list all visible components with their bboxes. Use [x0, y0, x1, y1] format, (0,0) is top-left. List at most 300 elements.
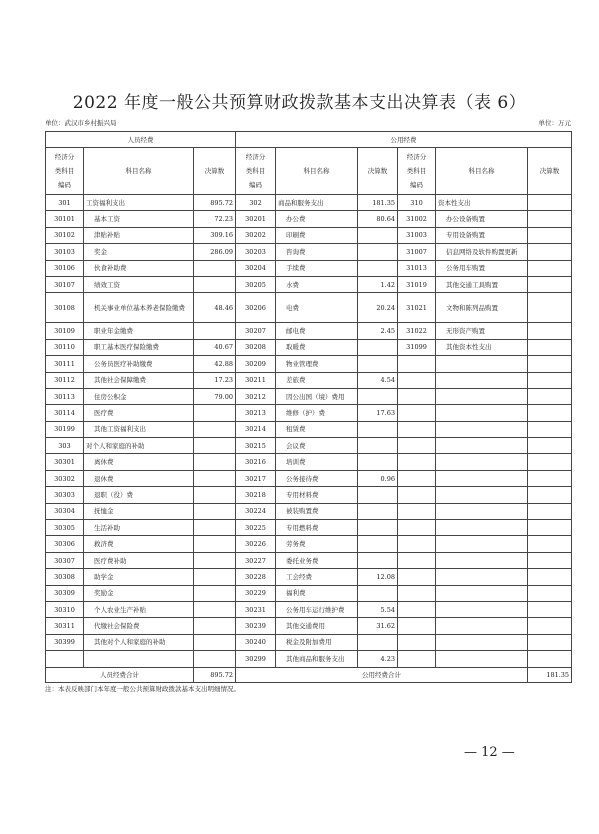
- cell-goods-name: 被装购置费: [276, 503, 358, 519]
- cell-personnel-name: 基本工资: [84, 211, 194, 227]
- cell-goods-code: 30203: [236, 244, 276, 260]
- footnote: 注：本表反映部门本年度一般公共预算财政拨款基本支出明细情况。: [45, 685, 240, 693]
- cell-capital-amount: [528, 618, 572, 634]
- cell-goods-code: 30202: [236, 227, 276, 243]
- header-code-goods: [236, 148, 276, 195]
- cell-personnel-code: 30302: [46, 470, 84, 486]
- table-row: [46, 195, 572, 211]
- cell-personnel-amount: [194, 618, 236, 634]
- cell-personnel-name: 住房公积金: [84, 388, 194, 404]
- public-total-label: 公用经费合计: [236, 667, 528, 682]
- table-row: [46, 438, 572, 454]
- cell-capital-code: [398, 634, 436, 650]
- cell-personnel-code: 301: [46, 195, 84, 211]
- cell-goods-amount: [358, 536, 398, 552]
- cell-goods-code: 30214: [236, 421, 276, 437]
- cell-capital-name: 无形资产购置: [436, 323, 528, 339]
- cell-personnel-code: 30199: [46, 421, 84, 437]
- cell-capital-name: 资本性支出: [436, 195, 528, 211]
- table-row: [46, 211, 572, 227]
- totals-row: [46, 667, 572, 682]
- cell-goods-amount: [358, 438, 398, 454]
- cell-capital-name: [436, 421, 528, 437]
- cell-goods-amount: [358, 552, 398, 568]
- cell-personnel-code: 30399: [46, 634, 84, 650]
- cell-personnel-name: 绩效工资: [84, 276, 194, 292]
- cell-personnel-code: 30310: [46, 601, 84, 617]
- cell-capital-name: [436, 651, 528, 667]
- cell-goods-code: 30212: [236, 388, 276, 404]
- cell-goods-amount: [358, 454, 398, 470]
- cell-goods-name: 委托业务费: [276, 552, 358, 568]
- cell-capital-code: [398, 503, 436, 519]
- cell-goods-name: 商品和服务支出: [276, 195, 358, 211]
- cell-goods-code: 30208: [236, 339, 276, 355]
- table-row: [46, 585, 572, 601]
- cell-goods-name: 劳务费: [276, 536, 358, 552]
- cell-capital-name: [436, 503, 528, 519]
- table-row: [46, 339, 572, 355]
- cell-capital-name: [436, 356, 528, 372]
- cell-capital-name: [436, 520, 528, 536]
- cell-personnel-amount: [194, 405, 236, 421]
- cell-goods-amount: [358, 260, 398, 276]
- table-row: [46, 276, 572, 292]
- table-row: [46, 470, 572, 486]
- cell-personnel-amount: 309.16: [194, 227, 236, 243]
- header-code-line: 经济分: [54, 153, 75, 161]
- cell-capital-name: 信息网络及软件购置更新: [436, 244, 528, 260]
- cell-goods-name: 咨询费: [276, 244, 358, 260]
- cell-capital-amount: [528, 323, 572, 339]
- cell-capital-name: [436, 438, 528, 454]
- cell-capital-code: [398, 388, 436, 404]
- cell-capital-name: [436, 618, 528, 634]
- cell-personnel-name: 助学金: [84, 569, 194, 585]
- table-row: [46, 227, 572, 243]
- cell-personnel-code: [46, 651, 84, 667]
- cell-goods-amount: [358, 634, 398, 650]
- personnel-total-label: 人员经费合计: [46, 667, 194, 682]
- cell-goods-code: 30204: [236, 260, 276, 276]
- column-header-row: [46, 148, 572, 195]
- cell-goods-name: 税金及附加费用: [276, 634, 358, 650]
- cell-personnel-code: 30311: [46, 618, 84, 634]
- cell-capital-code: 31002: [398, 211, 436, 227]
- cell-personnel-name: 伙食补助费: [84, 260, 194, 276]
- cell-goods-name: 福利费: [276, 585, 358, 601]
- cell-goods-amount: [358, 244, 398, 260]
- cell-capital-amount: [528, 339, 572, 355]
- cell-capital-name: [436, 454, 528, 470]
- cell-goods-name: 办公费: [276, 211, 358, 227]
- cell-personnel-name: 离休费: [84, 454, 194, 470]
- cell-capital-amount: [528, 405, 572, 421]
- cell-personnel-code: 303: [46, 438, 84, 454]
- cell-capital-code: 31022: [398, 323, 436, 339]
- header-code-line: 经济分: [245, 153, 266, 161]
- cell-personnel-code: 30304: [46, 503, 84, 519]
- cell-capital-amount: [528, 585, 572, 601]
- cell-goods-code: 30218: [236, 487, 276, 503]
- header-code-line: 类科目: [245, 167, 266, 175]
- cell-goods-amount: [358, 227, 398, 243]
- cell-goods-name: 维修（护）费: [276, 405, 358, 421]
- group-header-row: [46, 132, 572, 148]
- cell-personnel-code: 30110: [46, 339, 84, 355]
- header-code-capital: [398, 148, 436, 195]
- cell-personnel-amount: [194, 503, 236, 519]
- cell-personnel-name: 奖金: [84, 244, 194, 260]
- cell-capital-code: [398, 601, 436, 617]
- cell-personnel-amount: [194, 634, 236, 650]
- cell-capital-amount: [528, 487, 572, 503]
- table-row: [46, 356, 572, 372]
- cell-capital-code: [398, 569, 436, 585]
- cell-capital-name: [436, 372, 528, 388]
- cell-capital-amount: [528, 520, 572, 536]
- cell-personnel-name: 机关事业单位基本养老保险缴费: [84, 293, 194, 323]
- table-row: [46, 520, 572, 536]
- cell-goods-amount: 0.96: [358, 470, 398, 486]
- cell-goods-name: 手续费: [276, 260, 358, 276]
- cell-capital-code: [398, 487, 436, 503]
- cell-personnel-amount: [194, 569, 236, 585]
- cell-personnel-name: 奖励金: [84, 585, 194, 601]
- cell-personnel-amount: [194, 276, 236, 292]
- cell-personnel-amount: 48.46: [194, 293, 236, 323]
- cell-capital-name: 公务用车购置: [436, 260, 528, 276]
- cell-goods-name: 物业管理费: [276, 356, 358, 372]
- cell-goods-code: 30205: [236, 276, 276, 292]
- cell-personnel-code: 30308: [46, 569, 84, 585]
- group-header-public: 公用经费: [236, 132, 572, 148]
- cell-personnel-code: 30303: [46, 487, 84, 503]
- cell-personnel-amount: [194, 323, 236, 339]
- cell-goods-amount: [358, 356, 398, 372]
- cell-capital-name: 文物和陈列品购置: [436, 293, 528, 323]
- cell-personnel-amount: [194, 651, 236, 667]
- table-row: [46, 552, 572, 568]
- cell-capital-name: [436, 487, 528, 503]
- cell-capital-amount: [528, 536, 572, 552]
- cell-capital-amount: [528, 372, 572, 388]
- cell-goods-code: 302: [236, 195, 276, 211]
- cell-goods-code: 30224: [236, 503, 276, 519]
- header-amount-personnel: 决算数: [194, 148, 236, 195]
- cell-goods-code: 30226: [236, 536, 276, 552]
- cell-goods-code: 30299: [236, 651, 276, 667]
- cell-personnel-amount: [194, 470, 236, 486]
- cell-capital-amount: [528, 470, 572, 486]
- cell-goods-amount: [358, 421, 398, 437]
- cell-goods-name: 租赁费: [276, 421, 358, 437]
- cell-goods-name: 电费: [276, 293, 358, 323]
- cell-personnel-code: 30306: [46, 536, 84, 552]
- cell-goods-code: 30201: [236, 211, 276, 227]
- cell-goods-amount: 17.63: [358, 405, 398, 421]
- cell-personnel-amount: [194, 438, 236, 454]
- cell-capital-code: [398, 552, 436, 568]
- cell-capital-amount: [528, 293, 572, 323]
- cell-personnel-amount: [194, 487, 236, 503]
- cell-capital-code: 31019: [398, 276, 436, 292]
- page-number: — 12 —: [464, 745, 515, 760]
- header-code-line: 类科目: [54, 167, 75, 175]
- cell-personnel-name: 工资福利支出: [84, 195, 194, 211]
- cell-personnel-code: 30106: [46, 260, 84, 276]
- cell-capital-amount: [528, 276, 572, 292]
- cell-personnel-amount: [194, 601, 236, 617]
- cell-goods-code: 30211: [236, 372, 276, 388]
- cell-goods-amount: 4.23: [358, 651, 398, 667]
- cell-capital-amount: [528, 421, 572, 437]
- cell-goods-name: 会议费: [276, 438, 358, 454]
- cell-personnel-name: 退职（役）费: [84, 487, 194, 503]
- table-row: [46, 618, 572, 634]
- cell-personnel-name: 救济费: [84, 536, 194, 552]
- cell-goods-code: 30227: [236, 552, 276, 568]
- header-code-line: 类科目: [406, 167, 427, 175]
- cell-goods-code: 30231: [236, 601, 276, 617]
- cell-personnel-name: 其他工资福利支出: [84, 421, 194, 437]
- cell-capital-amount: [528, 260, 572, 276]
- table-row: [46, 536, 572, 552]
- cell-goods-name: 公务接待费: [276, 470, 358, 486]
- cell-personnel-name: 其他社会保障缴费: [84, 372, 194, 388]
- cell-goods-amount: [358, 585, 398, 601]
- cell-personnel-amount: 79.00: [194, 388, 236, 404]
- cell-capital-code: [398, 585, 436, 601]
- cell-goods-name: 培训费: [276, 454, 358, 470]
- cell-goods-code: 30239: [236, 618, 276, 634]
- cell-personnel-code: 30113: [46, 388, 84, 404]
- cell-goods-name: 水费: [276, 276, 358, 292]
- cell-goods-name: 其他交通费用: [276, 618, 358, 634]
- cell-goods-amount: [358, 503, 398, 519]
- cell-goods-name: 取暖费: [276, 339, 358, 355]
- cell-capital-code: [398, 438, 436, 454]
- cell-capital-code: 31007: [398, 244, 436, 260]
- cell-capital-code: [398, 651, 436, 667]
- table-row: [46, 601, 572, 617]
- cell-goods-code: 30225: [236, 520, 276, 536]
- table-row: [46, 405, 572, 421]
- cell-personnel-name: [84, 651, 194, 667]
- cell-personnel-code: 30103: [46, 244, 84, 260]
- cell-personnel-code: 30307: [46, 552, 84, 568]
- cell-personnel-code: 30309: [46, 585, 84, 601]
- cell-personnel-name: 对个人和家庭的补助: [84, 438, 194, 454]
- cell-personnel-code: 30107: [46, 276, 84, 292]
- unit-label-left: 单位：武汉市乡村振兴局: [45, 119, 117, 127]
- cell-capital-code: 31003: [398, 227, 436, 243]
- cell-capital-code: 31021: [398, 293, 436, 323]
- cell-goods-name: 公务用车运行维护费: [276, 601, 358, 617]
- cell-personnel-amount: [194, 421, 236, 437]
- header-code-line: 编码: [249, 181, 263, 189]
- cell-personnel-name: 医疗费: [84, 405, 194, 421]
- cell-capital-name: [436, 536, 528, 552]
- cell-personnel-amount: [194, 520, 236, 536]
- cell-goods-amount: 181.35: [358, 195, 398, 211]
- cell-goods-code: 30213: [236, 405, 276, 421]
- cell-capital-name: 其他交通工具购置: [436, 276, 528, 292]
- cell-goods-amount: [358, 487, 398, 503]
- cell-capital-code: 310: [398, 195, 436, 211]
- cell-capital-code: [398, 356, 436, 372]
- cell-personnel-name: 代缴社会保险费: [84, 618, 194, 634]
- cell-capital-code: [398, 536, 436, 552]
- cell-capital-name: [436, 470, 528, 486]
- table-row: [46, 569, 572, 585]
- cell-capital-amount: [528, 244, 572, 260]
- cell-goods-amount: 1.42: [358, 276, 398, 292]
- cell-capital-code: 31013: [398, 260, 436, 276]
- cell-capital-amount: [528, 569, 572, 585]
- personnel-total-amount: 895.72: [194, 667, 236, 682]
- table-row: [46, 293, 572, 323]
- cell-personnel-name: 医疗费补助: [84, 552, 194, 568]
- header-code-line: 编码: [58, 181, 71, 189]
- cell-capital-name: 专用设备购置: [436, 227, 528, 243]
- cell-personnel-name: 抚恤金: [84, 503, 194, 519]
- cell-goods-code: 30207: [236, 323, 276, 339]
- cell-goods-amount: 4.54: [358, 372, 398, 388]
- cell-capital-amount: [528, 601, 572, 617]
- header-code-line: 编码: [410, 181, 424, 189]
- cell-personnel-code: 30101: [46, 211, 84, 227]
- table-row: [46, 244, 572, 260]
- cell-goods-amount: [358, 520, 398, 536]
- cell-personnel-name: 职业年金缴费: [84, 323, 194, 339]
- cell-capital-amount: [528, 388, 572, 404]
- cell-personnel-code: 30112: [46, 372, 84, 388]
- cell-capital-amount: [528, 438, 572, 454]
- cell-capital-name: 其他资本性支出: [436, 339, 528, 355]
- expenditure-table: [45, 131, 572, 683]
- cell-personnel-name: 个人农业生产补贴: [84, 601, 194, 617]
- cell-capital-amount: [528, 634, 572, 650]
- cell-goods-name: 邮电费: [276, 323, 358, 339]
- cell-capital-code: [398, 405, 436, 421]
- cell-personnel-amount: 72.23: [194, 211, 236, 227]
- cell-personnel-amount: 895.72: [194, 195, 236, 211]
- cell-goods-amount: [358, 339, 398, 355]
- cell-goods-name: 专用燃料费: [276, 520, 358, 536]
- cell-personnel-name: 生活补助: [84, 520, 194, 536]
- table-row: [46, 372, 572, 388]
- cell-goods-amount: 5.54: [358, 601, 398, 617]
- cell-capital-amount: [528, 552, 572, 568]
- cell-capital-code: [398, 520, 436, 536]
- cell-personnel-name: 职工基本医疗保险缴费: [84, 339, 194, 355]
- cell-capital-code: [398, 618, 436, 634]
- cell-goods-amount: 12.08: [358, 569, 398, 585]
- cell-personnel-code: 30102: [46, 227, 84, 243]
- cell-personnel-amount: 42.88: [194, 356, 236, 372]
- cell-goods-code: 30209: [236, 356, 276, 372]
- cell-personnel-amount: [194, 552, 236, 568]
- header-amount-capital: 决算数: [528, 148, 572, 195]
- table-row: [46, 503, 572, 519]
- cell-personnel-code: 30114: [46, 405, 84, 421]
- table-row: [46, 651, 572, 667]
- public-total-amount: 181.35: [528, 667, 572, 682]
- cell-goods-code: 30216: [236, 454, 276, 470]
- cell-capital-name: [436, 585, 528, 601]
- cell-goods-code: 30228: [236, 569, 276, 585]
- cell-capital-name: [436, 552, 528, 568]
- cell-capital-name: [436, 388, 528, 404]
- cell-personnel-code: 30111: [46, 356, 84, 372]
- cell-goods-code: 30217: [236, 470, 276, 486]
- cell-goods-code: 30229: [236, 585, 276, 601]
- header-name-goods: 科目名称: [276, 148, 358, 195]
- cell-goods-amount: 80.64: [358, 211, 398, 227]
- cell-goods-name: 专用材料费: [276, 487, 358, 503]
- cell-personnel-name: 津贴补贴: [84, 227, 194, 243]
- cell-capital-amount: [528, 454, 572, 470]
- cell-personnel-code: 30109: [46, 323, 84, 339]
- group-header-personnel: 人员经费: [46, 132, 236, 148]
- cell-personnel-amount: 286.09: [194, 244, 236, 260]
- header-code-line: 经济分: [406, 153, 427, 161]
- header-code-personnel: [46, 148, 84, 195]
- cell-personnel-code: 30305: [46, 520, 84, 536]
- cell-goods-name: 因公出国（境）费用: [276, 388, 358, 404]
- cell-capital-amount: [528, 356, 572, 372]
- header-amount-goods: 决算数: [358, 148, 398, 195]
- header-name-personnel: 科目名称: [84, 148, 194, 195]
- table-row: [46, 454, 572, 470]
- cell-capital-code: [398, 372, 436, 388]
- cell-goods-name: 差旅费: [276, 372, 358, 388]
- cell-goods-amount: 31.62: [358, 618, 398, 634]
- cell-personnel-amount: [194, 585, 236, 601]
- unit-label-right: 单位：万元: [538, 119, 571, 127]
- header-name-capital: 科目名称: [436, 148, 528, 195]
- cell-goods-amount: 2.45: [358, 323, 398, 339]
- cell-goods-amount: [358, 388, 398, 404]
- table-row: [46, 388, 572, 404]
- table-row: [46, 260, 572, 276]
- cell-personnel-amount: [194, 454, 236, 470]
- cell-capital-code: 31099: [398, 339, 436, 355]
- cell-capital-code: [398, 421, 436, 437]
- cell-goods-name: 工会经费: [276, 569, 358, 585]
- cell-personnel-name: 公务员医疗补助缴费: [84, 356, 194, 372]
- cell-capital-amount: [528, 651, 572, 667]
- cell-personnel-code: 30301: [46, 454, 84, 470]
- cell-goods-amount: 20.24: [358, 293, 398, 323]
- cell-personnel-code: 30108: [46, 293, 84, 323]
- cell-personnel-name: 其他对个人和家庭的补助: [84, 634, 194, 650]
- cell-personnel-amount: [194, 260, 236, 276]
- cell-capital-amount: [528, 195, 572, 211]
- cell-goods-code: 30240: [236, 634, 276, 650]
- cell-goods-name: 印刷费: [276, 227, 358, 243]
- table-row: [46, 421, 572, 437]
- cell-capital-name: [436, 601, 528, 617]
- cell-personnel-name: 退休费: [84, 470, 194, 486]
- cell-personnel-amount: [194, 536, 236, 552]
- cell-capital-amount: [528, 503, 572, 519]
- cell-personnel-amount: 17.23: [194, 372, 236, 388]
- table-row: [46, 487, 572, 503]
- table-row: [46, 323, 572, 339]
- cell-capital-code: [398, 470, 436, 486]
